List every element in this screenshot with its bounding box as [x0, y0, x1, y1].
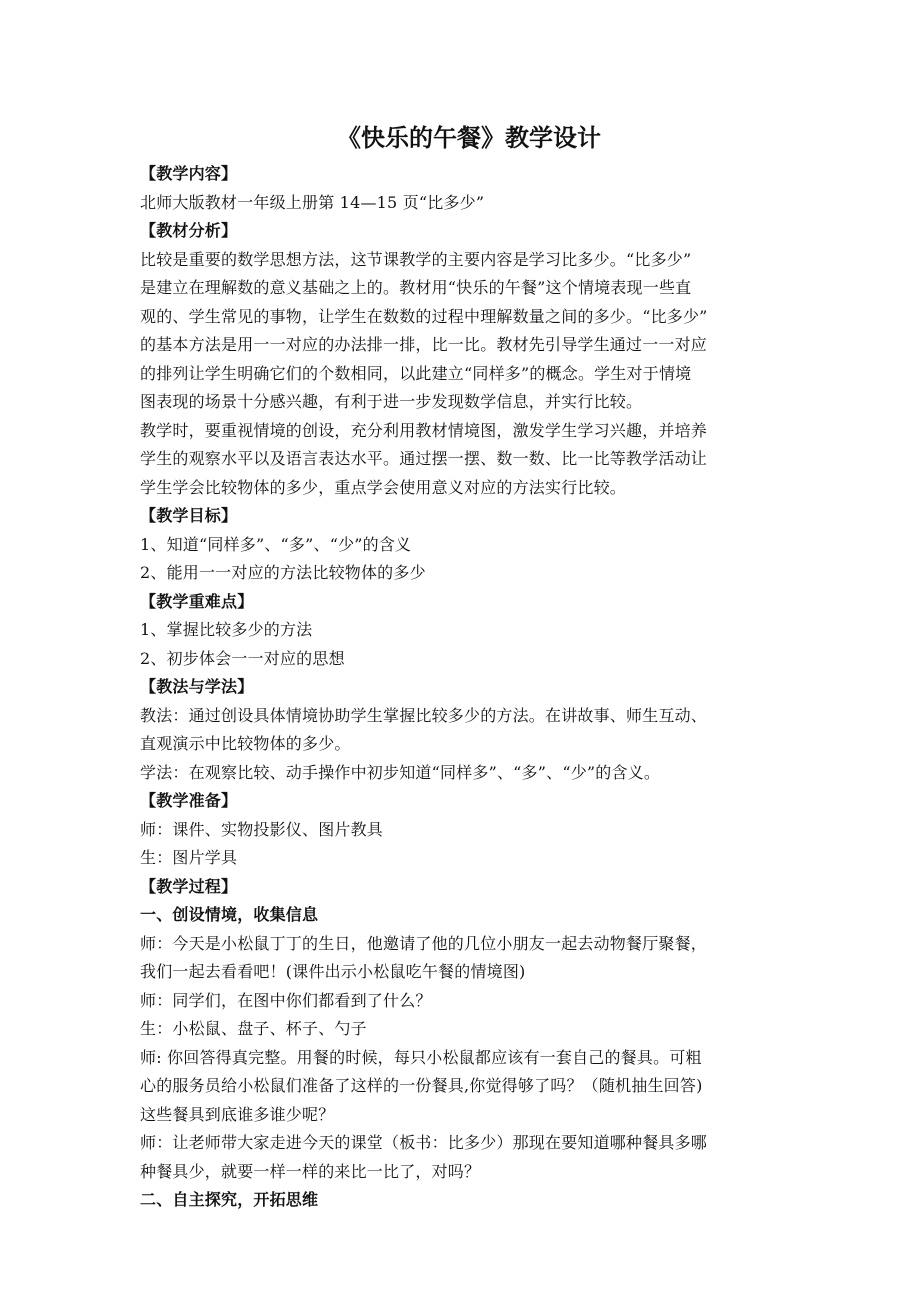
paragraph-line: 是建立在理解数的意义基础之上的。教材用“快乐的午餐”这个情境表现一些直 — [140, 278, 692, 297]
paragraph-line: 师：同学们，在图中你们都看到了什么？ — [140, 990, 432, 1010]
section-preparation — [140, 787, 788, 873]
paragraph-line: 的基本方法是用一一对应的办法排一排，比一比。教材先引导学生通过一一对应 — [140, 335, 708, 354]
section-teaching-process — [140, 873, 788, 1215]
section-heading: 【教学目标】 — [140, 506, 238, 525]
paragraph-line: 直观演示中比较物体的多少。 — [140, 734, 351, 753]
page-title: 《快乐的午餐》教学设计 — [337, 123, 601, 152]
paragraph-line: 生：小松鼠、盘子、杯子、勺子 — [140, 1019, 367, 1038]
paragraph-line: 北师大版教材一年级上册第 14—15 页“比多少” — [140, 192, 485, 212]
paragraph-line: 师：课件、实物投影仪、图片教具 — [140, 819, 384, 839]
paragraph-line: 比较是重要的数学思想方法，这节课教学的主要内容是学习比多少。“比多少” — [140, 249, 692, 269]
paragraph-line: 师：让老师带大家走进今天的课堂（板书：比多少）那现在要知道哪种餐具多哪 — [140, 1133, 708, 1152]
list-item: 1、知道“同样多”、“多”、“少”的含义 — [140, 534, 412, 554]
paragraph-line: 教学时，要重视情境的创设，充分利用教材情境图，激发学生学习兴趣，并培养 — [140, 420, 708, 440]
paragraph-line: 这些餐具到底谁多谁少呢？ — [140, 1104, 335, 1124]
section-methods — [140, 673, 788, 787]
section-heading: 【教学内容】 — [140, 164, 238, 183]
section-heading: 【教学过程】 — [140, 876, 238, 896]
paragraph-line: 心的服务员给小松鼠们准备了这样的一份餐具,你觉得够了吗？（随机抽生回答) — [140, 1076, 703, 1095]
paragraph-line: 师: 你回答得真完整。用餐的时候，每只小松鼠都应该有一套自己的餐具。可粗 — [140, 1047, 702, 1067]
list-item: 1、掌握比较多少的方法 — [140, 620, 313, 639]
paragraph-line: 学法：在观察比较、动手操作中初步知道“同样多”、“多”、“少”的含义。 — [140, 762, 661, 782]
paragraph-line: 学生的观察水平以及语言表达水平。通过摆一摆、数一数、比一比等教学活动让 — [140, 449, 708, 468]
section-heading: 【教学重难点】 — [140, 591, 254, 611]
section-teaching-goals — [140, 502, 788, 588]
paragraph-line: 的排列让学生明确它们的个数相同，以此建立“同样多”的概念。学生对于情境 — [140, 363, 692, 383]
list-item: 2、能用一一对应的方法比较物体的多少 — [140, 563, 426, 582]
section-teaching-content — [140, 160, 788, 217]
paragraph-line: 观的、学生常见的事物，让学生在数数的过程中理解数量之间的多少。“比多少” — [140, 306, 708, 326]
paragraph-line: 生：图片学具 — [140, 848, 238, 867]
section-heading: 【教材分析】 — [140, 221, 238, 240]
section-heading: 【教学准备】 — [140, 791, 238, 810]
paragraph-line: 学生学会比较物体的多少，重点学会使用意义对应的方法实行比较。 — [140, 477, 627, 497]
subsection-heading: 一、创设情境，收集信息 — [140, 905, 319, 924]
subsection-heading: 二、自主探究，开拓思维 — [140, 1190, 319, 1209]
paragraph-line: 图表现的场景十分感兴趣，有利于进一步发现数学信息，并实行比较。 — [140, 392, 643, 411]
section-heading: 【教法与学法】 — [140, 677, 254, 696]
list-item: 2、初步体会一一对应的思想 — [140, 648, 345, 668]
document-content — [140, 118, 788, 1215]
paragraph-line: 师：今天是小松鼠丁丁的生日，他邀请了他的几位小朋友一起去动物餐厅聚餐， — [140, 933, 708, 953]
paragraph-line: 教法：通过创设具体情境协助学生掌握比较多少的方法。在讲故事、师生互动、 — [140, 705, 708, 725]
section-material-analysis — [140, 217, 788, 502]
paragraph-line: 我们一起去看看吧！(课件出示小松鼠吃午餐的情境图) — [140, 962, 526, 981]
paragraph-line: 种餐具少，就要一样一样的来比一比了，对吗？ — [140, 1161, 481, 1181]
section-key-difficulties — [140, 588, 788, 674]
